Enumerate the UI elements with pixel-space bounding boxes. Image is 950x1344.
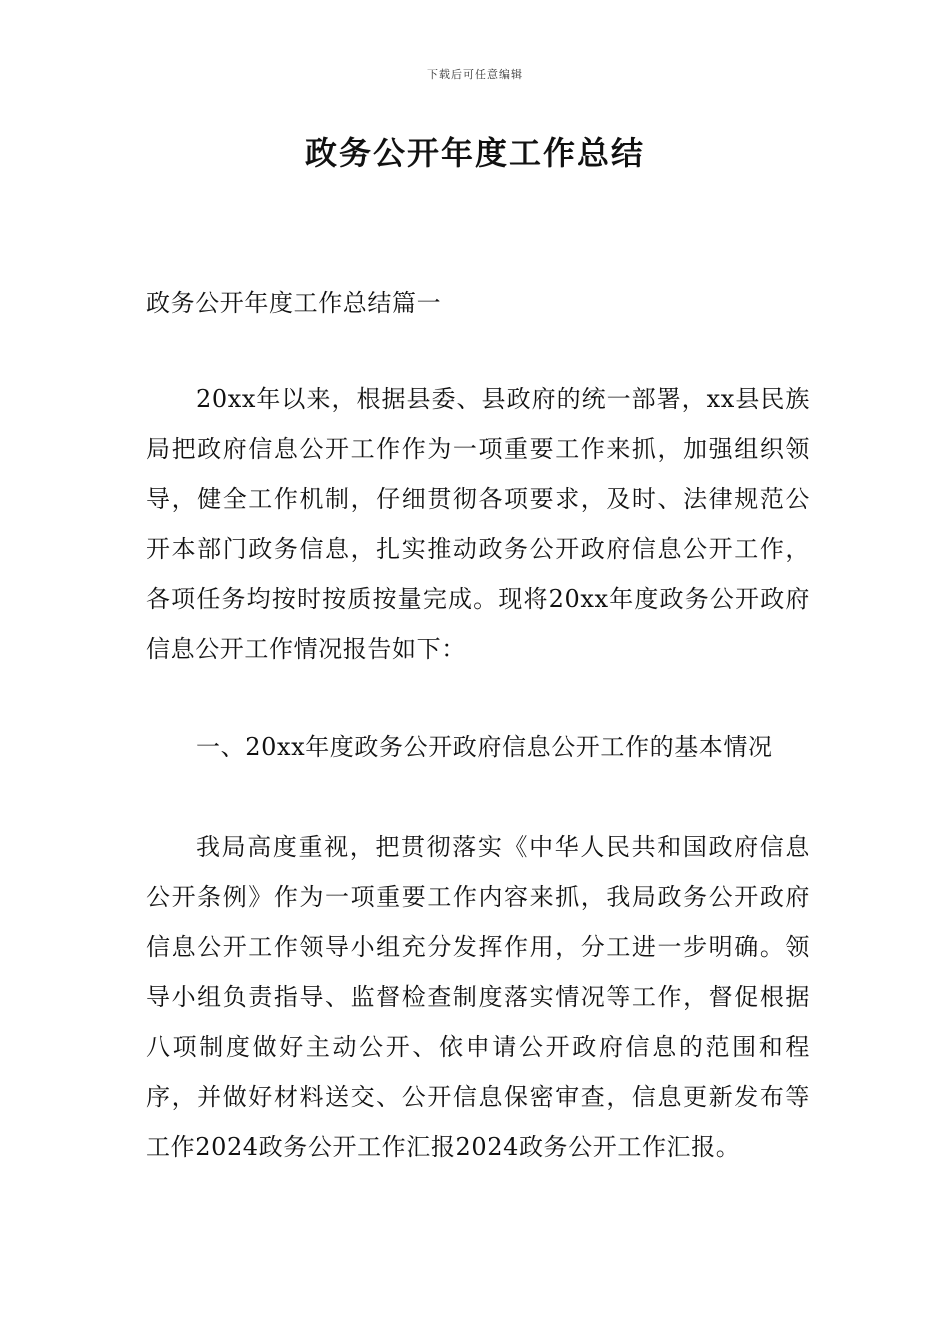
paragraph-basic-situation: 我局高度重视，把贯彻落实《中华人民共和国政府信息公开条例》作为一项重要工作内容来抓，我局政务公开政府信息公开工作领导小组充分发挥作用，分工进一步明确。领导小组负责指导、监督检查制度落实情况等工作，督促根据八项制度做好主动公开、依申请公开政府信息的范围和程序，并做好材料送交、公开信息保密审查，信息更新发布等工作2024政务公开工作汇报2024政务公开工作汇报。 — [146, 833, 810, 1161]
header-note: 下载后可任意编辑 — [427, 68, 523, 81]
document-title: 政务公开年度工作总结 — [304, 134, 645, 172]
paragraph-intro: 20xx年以来，根据县委、县政府的统一部署，xx县民族局把政府信息公开工作作为一项重要工作来抓，加强组织领导，健全工作机制，仔细贯彻各项要求，及时、法律规范公开本部门政务信息，扎实推动政务公开政府信息公开工作，各项任务均按时按质按量完成。现将20xx年度政务公开政府信息公开工作情况报告如下： — [146, 385, 810, 663]
document-subtitle: 政务公开年度工作总结篇一 — [146, 289, 442, 317]
section-heading-1: 一、20xx年度政务公开政府信息公开工作的基本情况 — [196, 733, 773, 761]
